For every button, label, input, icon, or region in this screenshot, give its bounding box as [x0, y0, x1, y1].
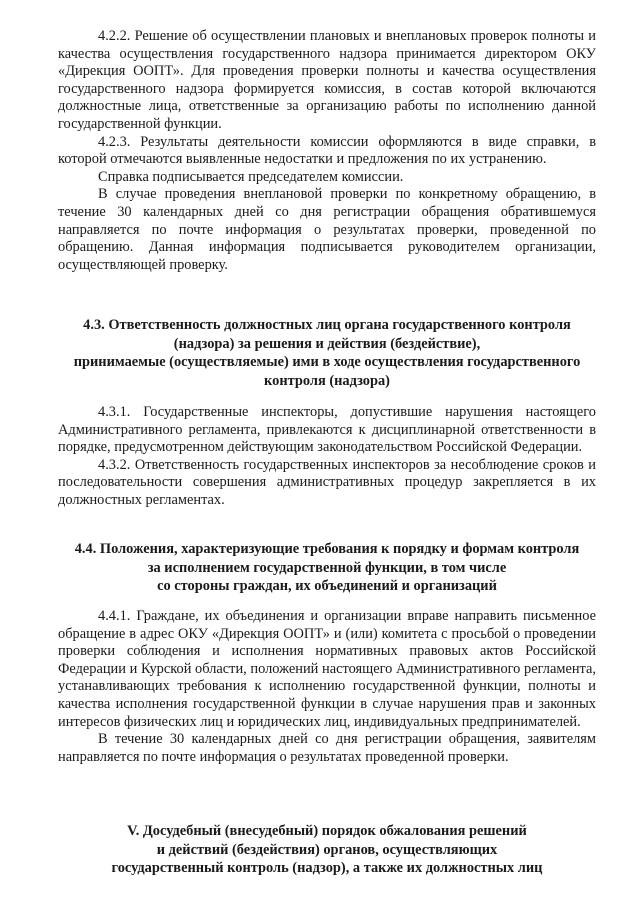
- heading-section-4-4: 4.4. Положения, характеризующие требования к порядку и формам контроля за исполнением государственной функции, в том числе со стороны граждан, их объединений и организаций: [74, 541, 580, 594]
- paragraph-4-2-2: 4.2.2. Решение об осуществлении плановых и внеплановых проверок полноты и качества осуществления государственного надзора принимается директором ОКУ «Дирекция ООПТ». Для проведения проверки полноты и качества осуществления государственного надзора формируется комиссия, в состав которой включаются должностные лица, ответственные за организацию работы по исполнению данной государственной функции.: [58, 28, 596, 132]
- paragraph-4-3-2: 4.3.2. Ответственность государственных инспекторов за несоблюдение сроков и последовательности совершения административных процедур закрепляется в их должностных регламентах.: [58, 456, 596, 508]
- paragraph-4-4-1: 4.4.1. Граждане, их объединения и организации вправе направить письменное обращение в адрес ОКУ «Дирекция ООПТ» и (или) комитета с просьбой о проведении проверки соблюдения и исполнения нормативных правовых актов Российской Федерации и Курской области, положений настоящего Административного регламента, устанавливающих требования к исполнению государственной функции, полноты и качества исполнения государственной функции в случае нарушения прав и законных интересов физических лиц и юридических лиц, индивидуальных предпринимателей.: [58, 608, 596, 730]
- paragraph-unscheduled-inspection: В случае проведения внеплановой проверки по конкретному обращению, в течение 30 календарных дней со дня регистрации обращения обратившемуся направляется по почте информация о результатах проверки, проведенной по обращению. Данная информация подписывается руководителем организации, осуществляющей проверку.: [58, 186, 596, 273]
- heading-section-5: V. Досудебный (внесудебный) порядок обжалования решений и действий (бездействия) органов, осуществляющих государственный контроль (надзор), а также их должностных лиц: [111, 823, 543, 876]
- heading-section-4-3: 4.3. Ответственность должностных лиц органа государственного контроля (надзора) за решения и действия (бездействие), принимаемые (осуществляемые) ими в ходе осуществления государственного контроля (надзора): [73, 317, 581, 389]
- paragraph-4-3-1: 4.3.1. Государственные инспекторы, допустившие нарушения настоящего Административного регламента, привлекаются к дисциплинарной ответственности в порядке, предусмотренном действующим законодательством Российской Федерации.: [58, 404, 596, 456]
- section-4-2-continuation: [58, 28, 596, 274]
- paragraph-certificate-signing: Справка подписывается председателем комиссии.: [98, 168, 404, 185]
- section-4-4-body: [58, 608, 596, 766]
- paragraph-4-2-3: 4.2.3. Результаты деятельности комиссии оформляются в виде справки, в которой отмечаются выявленные недостатки и предложения по их устранению.: [58, 133, 596, 168]
- section-4-3-body: [58, 404, 596, 510]
- paragraph-4-4-response: В течение 30 календарных дней со дня регистрации обращения, заявителям направляется по почте информация о результатах проведенной проверки.: [58, 731, 596, 765]
